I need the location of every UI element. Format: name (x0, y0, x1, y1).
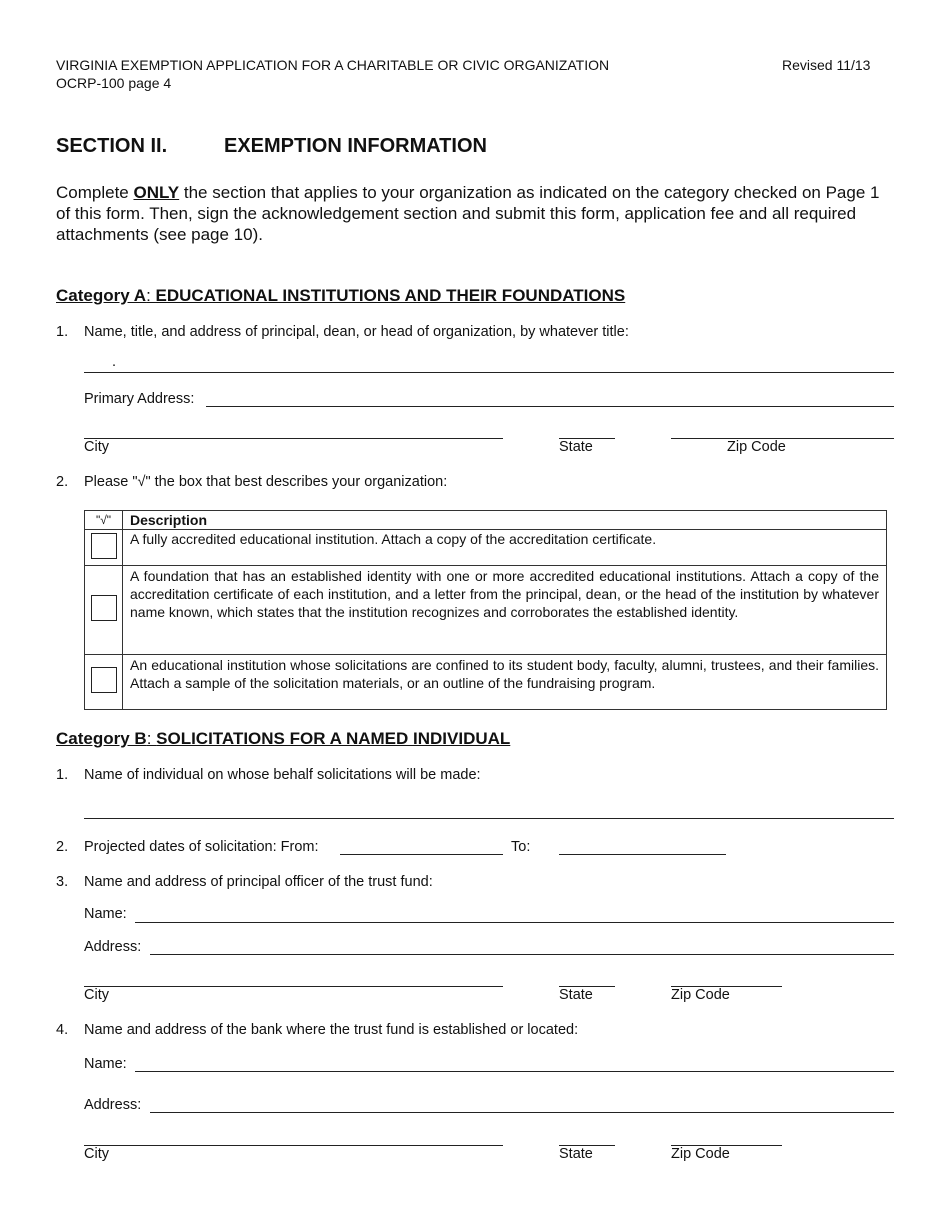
table-row (85, 566, 887, 655)
officer-name-field[interactable] (135, 922, 894, 923)
bank-address-label: Address: (84, 1097, 142, 1113)
officer-city-label: City (84, 987, 109, 1003)
instructions-emphasis: ONLY (133, 183, 180, 202)
cat-a-zip-label: Zip Code (727, 439, 786, 455)
option-foundation-description: A foundation that has an established identity with one or more accredited educational institutions. Attach a copy of the accreditation certificate of each institution, and a letter from the principal, dean, or the head of the institution by whatever name known, which states that the institution recognizes and corroborates the established identity. (123, 566, 887, 655)
category-a-prefix: Category A (56, 286, 147, 305)
cat-a-city-label: City (84, 439, 109, 455)
cat-a-q2-number: 2. (56, 474, 69, 490)
check-column-header: "√" (85, 511, 123, 530)
officer-state-label: State (559, 987, 593, 1003)
cat-b-q3-number: 3. (56, 874, 69, 890)
category-b-title: SOLICITATIONS FOR A NAMED INDIVIDUAL (156, 729, 511, 748)
cat-a-q1-number: 1. (56, 324, 69, 340)
form-page-number: OCRP-100 page 4 (56, 75, 172, 91)
option-confined-description: An educational institution whose solicitations are confined to its student body, faculty, alumni, trustees, and their families. Attach a sample of the solicitation materials, or an outline of the fundraising program. (123, 655, 887, 710)
cat-b-q1-text: Name of individual on whose behalf solicitations will be made: (84, 767, 481, 783)
cat-b-q3-text: Name and address of principal officer of the trust fund: (84, 874, 433, 890)
form-title: VIRGINIA EXEMPTION APPLICATION FOR A CHARITABLE OR CIVIC ORGANIZATION (56, 57, 610, 73)
category-b-colon: : (146, 729, 157, 748)
bank-city-label: City (84, 1146, 109, 1162)
category-a-title: EDUCATIONAL INSTITUTIONS AND THEIR FOUNDATIONS (155, 286, 626, 305)
date-from-field[interactable] (340, 854, 503, 855)
organization-type-table (84, 510, 887, 710)
bank-city-field[interactable] (84, 1145, 503, 1146)
cat-b-q2-number: 2. (56, 839, 69, 855)
instructions (56, 182, 886, 245)
cat-a-q1-dot: . (112, 354, 117, 370)
category-a-colon: : (146, 286, 156, 305)
cat-a-state-label: State (559, 439, 593, 455)
option-accredited-checkbox[interactable] (91, 533, 117, 559)
section-number: SECTION II. (56, 135, 168, 157)
cat-b-q1-number: 1. (56, 767, 69, 783)
description-column-header: Description (123, 511, 887, 530)
cat-a-q2-text: Please "√" the box that best describes your organization: (84, 474, 448, 490)
table-header-row (85, 511, 887, 530)
date-to-label: To: (511, 839, 531, 855)
date-to-field[interactable] (559, 854, 726, 855)
head-name-title-field[interactable] (84, 372, 894, 373)
cat-b-q2-text: Projected dates of solicitation: From: (84, 839, 319, 855)
bank-name-field[interactable] (135, 1071, 894, 1072)
option-accredited-description: A fully accredited educational institution. Attach a copy of the accreditation certificate. (123, 530, 887, 566)
cat-b-q4-text: Name and address of the bank where the trust fund is established or located: (84, 1022, 579, 1038)
individual-name-field[interactable] (84, 818, 894, 819)
table-row (85, 530, 887, 566)
primary-address-label: Primary Address: (84, 391, 195, 407)
category-a-heading (56, 286, 625, 306)
category-b-heading (56, 729, 510, 749)
bank-address-field[interactable] (150, 1112, 894, 1113)
revision-date: Revised 11/13 (782, 57, 871, 73)
category-b-prefix: Category B (56, 729, 147, 748)
cat-b-q4-number: 4. (56, 1022, 69, 1038)
instructions-body: the section that applies to your organization as indicated on the category checked on Page 1 of this form. Then, sign the acknowledgement section and submit this form, application fee and all required attachments (see page 10). (56, 183, 880, 244)
officer-zip-label: Zip Code (671, 987, 730, 1003)
option-confined-checkbox[interactable] (91, 667, 117, 693)
cat-a-q1-text: Name, title, and address of principal, dean, or head of organization, by whatever title: (84, 324, 629, 340)
bank-name-label: Name: (84, 1056, 127, 1072)
instructions-lead: Complete (56, 183, 134, 202)
officer-address-field[interactable] (150, 954, 894, 955)
cat-a-city-field[interactable] (84, 438, 503, 439)
officer-address-label: Address: (84, 939, 142, 955)
section-title: EXEMPTION INFORMATION (224, 135, 487, 157)
officer-name-label: Name: (84, 906, 127, 922)
table-row (85, 655, 887, 710)
bank-zip-label: Zip Code (671, 1146, 730, 1162)
primary-address-field[interactable] (206, 406, 894, 407)
officer-city-field[interactable] (84, 986, 503, 987)
bank-state-label: State (559, 1146, 593, 1162)
option-foundation-checkbox[interactable] (91, 595, 117, 621)
